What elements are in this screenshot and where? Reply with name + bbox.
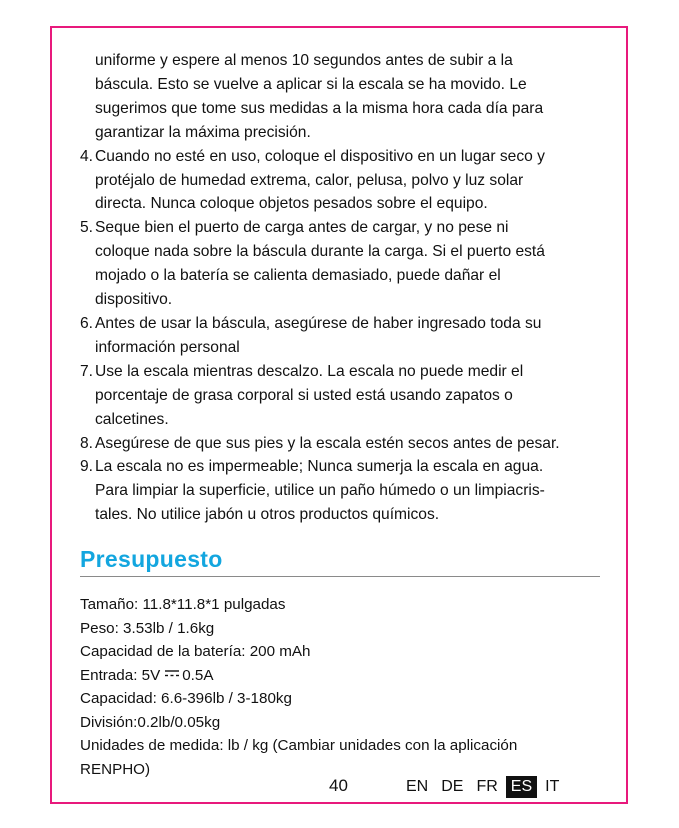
specs-list <box>80 593 600 781</box>
language-selector <box>406 776 572 798</box>
list-item: porcentaje de grasa corporal si usted está usando zapatos o <box>95 386 513 404</box>
spec-units-cont: RENPHO) <box>80 760 151 778</box>
list-item: uniforme y espere al menos 10 segundos antes de subir a la <box>95 52 513 69</box>
item-number: 7. <box>80 362 94 380</box>
list-item: protéjalo de humedad extrema, calor, pelusa, polvo y luz solar <box>95 171 524 189</box>
lang-fr: FR <box>476 778 498 795</box>
page-number: 40 <box>329 776 348 795</box>
list-item: mojado o la batería se calienta demasiado, puede dañar el <box>95 267 501 285</box>
list-item: coloque nada sobre la báscula durante la carga. Si el puerto está <box>95 243 545 261</box>
item-number: 4. <box>80 147 94 165</box>
lang-it: IT <box>545 778 560 795</box>
list-item: Para limpiar la superficie, utilice un paño húmedo o un limpiacris- <box>95 482 545 500</box>
item-number: 9. <box>80 458 94 476</box>
spec-units: Unidades de medida: lb / kg (Cambiar unidades con la aplicación <box>80 737 518 754</box>
list-item: calcetines. <box>95 410 169 428</box>
list-item: 6. Antes de usar la báscula, asegúrese de haber ingresado toda su <box>80 312 600 336</box>
item-number: 6. <box>80 314 94 332</box>
lang-es-active: ES <box>506 776 537 798</box>
heading-divider <box>80 576 600 577</box>
spec-size: Tamaño: 11.8*11.8*1 pulgadas <box>80 596 286 613</box>
list-item: información personal <box>95 338 240 356</box>
spec-weight: Peso: 3.53lb / 1.6kg <box>80 619 215 637</box>
spec-capacity: Capacidad: 6.6-396lb / 3-180kg <box>80 690 292 707</box>
list-item: garantizar la máxima precisión. <box>95 123 311 141</box>
lang-en: EN <box>406 778 429 795</box>
list-item: 5. Seque bien el puerto de carga antes de cargar, y no pese ni <box>80 216 600 240</box>
list-item: 8. Asegúrese de que sus pies y la escala estén secos antes de pesar. <box>80 432 600 456</box>
direct-current-icon <box>165 669 179 677</box>
spec-battery: Capacidad de la batería: 200 mAh <box>80 643 311 660</box>
spec-input: Entrada: 5V 0.5A <box>80 666 214 684</box>
list-item: directa. Nunca coloque objetos pesados sobre el equipo. <box>95 195 488 213</box>
section-heading: Presupuesto <box>80 546 223 572</box>
list-item: 9. La escala no es impermeable; Nunca sumerja la escala en agua. <box>80 455 600 479</box>
item-number: 8. <box>80 434 94 452</box>
instructions-list <box>80 49 600 527</box>
list-item: báscula. Esto se vuelve a aplicar si la escala se ha movido. Le <box>95 75 527 93</box>
list-item: sugerimos que tome sus medidas a la misma hora cada día para <box>95 99 544 117</box>
list-item: dispositivo. <box>95 291 173 309</box>
list-item: 4. Cuando no esté en uso, coloque el dispositivo en un lugar seco y <box>80 145 600 169</box>
list-item: tales. No utilice jabón u otros productos químicos. <box>95 506 440 524</box>
item-number: 5. <box>80 219 94 237</box>
lang-de: DE <box>441 778 464 795</box>
spec-division: División:0.2lb/0.05kg <box>80 713 221 731</box>
list-item: 7. Use la escala mientras descalzo. La escala no puede medir el <box>80 360 600 384</box>
